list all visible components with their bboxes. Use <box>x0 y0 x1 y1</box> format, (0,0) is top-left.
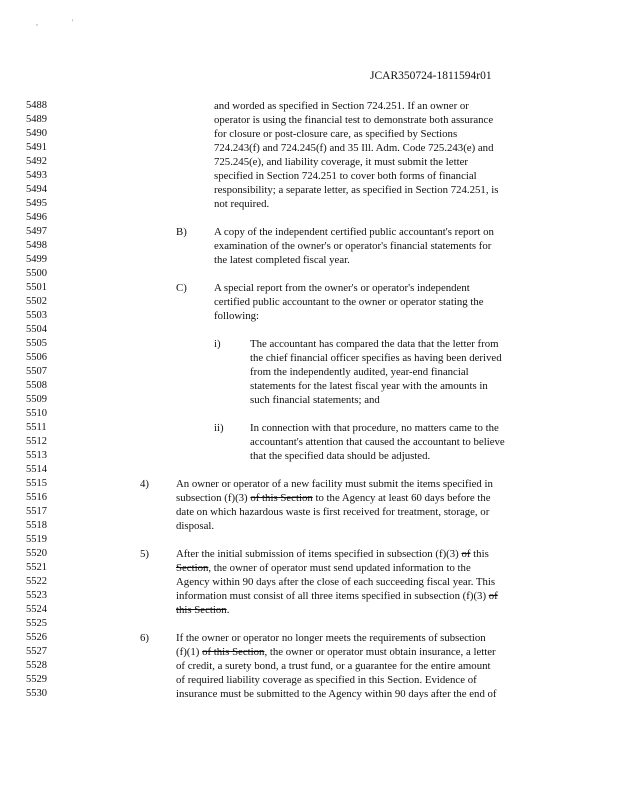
line-number: 5521 <box>26 562 47 573</box>
deleted-text: this Section <box>176 604 227 616</box>
text-line: An owner or operator of a new facility must submit the items specified in <box>176 478 493 490</box>
line-number: 5514 <box>26 464 47 475</box>
deleted-text: of <box>488 590 498 602</box>
line-number: 5503 <box>26 310 47 321</box>
line-number: 5498 <box>26 240 47 251</box>
text-line: not required. <box>214 198 270 210</box>
line-number: 5515 <box>26 478 47 489</box>
line-number: 5512 <box>26 436 47 447</box>
item-marker: 4) <box>140 478 149 490</box>
text-line: of required liability coverage as specified in this Section. Evidence of <box>176 674 477 686</box>
line-number: 5509 <box>26 394 47 405</box>
text-line: such financial statements; and <box>250 394 380 406</box>
line-number: 5528 <box>26 660 47 671</box>
line-number: 5494 <box>26 184 47 195</box>
line-number: 5489 <box>26 114 47 125</box>
line-number: 5501 <box>26 282 47 293</box>
text-line: from the independently audited, year-end financial <box>250 366 469 378</box>
line-number: 5493 <box>26 170 47 181</box>
line-number: 5502 <box>26 296 47 307</box>
text-line: for closure or post-closure care, as specified by Sections <box>214 128 458 140</box>
text-line: operator is using the financial test to demonstrate both assurance <box>214 114 494 126</box>
text-line: information must consist of all three items specified in subsection (f)(3) of <box>176 590 498 602</box>
line-number: 5516 <box>26 492 47 503</box>
text-line: the latest completed fiscal year. <box>214 254 350 266</box>
text-line: Section, the owner of operator must send updated information to the <box>176 562 471 574</box>
line-number: 5525 <box>26 618 47 629</box>
deleted-text: of this Section <box>202 646 265 658</box>
scan-artifact: , <box>36 18 38 27</box>
line-number: 5527 <box>26 646 47 657</box>
line-number: 5523 <box>26 590 47 601</box>
text-line: subsection (f)(3) of this Section to the Agency at least 60 days before the <box>176 492 491 504</box>
text-line: 724.243(f) and 724.245(f) and 35 Ill. Adm. Code 725.243(e) and <box>214 142 494 154</box>
text-line: accountant's attention that caused the accountant to believe <box>250 436 505 448</box>
line-number: 5513 <box>26 450 47 461</box>
item-marker: B) <box>176 226 187 238</box>
text-line: A copy of the independent certified public accountant's report on <box>214 226 494 238</box>
deleted-text: Section <box>176 562 209 574</box>
text-line: The accountant has compared the data that the letter from <box>250 338 499 350</box>
line-number: 5508 <box>26 380 47 391</box>
text-line: the chief financial officer specifies as having been derived <box>250 352 502 364</box>
line-number: 5526 <box>26 632 47 643</box>
item-marker: 6) <box>140 632 149 644</box>
text-line: A special report from the owner's or operator's independent <box>214 282 470 294</box>
text-line: specified in Section 724.251 to cover both forms of financial <box>214 170 477 182</box>
text-line: date on which hazardous waste is first received for treatment, storage, or <box>176 506 490 518</box>
line-number: 5492 <box>26 156 47 167</box>
text-line: insurance must be submitted to the Agency within 90 days after the end of <box>176 688 497 700</box>
scan-artifact: ' <box>72 18 74 27</box>
document-id: JCAR350724-1811594r01 <box>370 70 492 82</box>
line-number: 5500 <box>26 268 47 279</box>
text-line: If the owner or operator no longer meets the requirements of subsection <box>176 632 486 644</box>
line-number: 5490 <box>26 128 47 139</box>
line-number: 5491 <box>26 142 47 153</box>
text-line: following: <box>214 310 259 322</box>
text-line: disposal. <box>176 520 215 532</box>
text-line: this Section. <box>176 604 230 616</box>
line-number: 5504 <box>26 324 47 335</box>
line-number: 5517 <box>26 506 47 517</box>
deleted-text: of <box>461 548 471 560</box>
line-number: 5505 <box>26 338 47 349</box>
item-marker: 5) <box>140 548 149 560</box>
line-number: 5511 <box>26 422 47 433</box>
text-line: 725.245(e), and liability coverage, it must submit the letter <box>214 156 468 168</box>
text-line: statements for the latest fiscal year with the amounts in <box>250 380 488 392</box>
line-number: 5497 <box>26 226 47 237</box>
text-line: certified public accountant to the owner or operator stating the <box>214 296 484 308</box>
line-number: 5495 <box>26 198 47 209</box>
text-line: of credit, a surety bond, a trust fund, or a guarantee for the entire amount <box>176 660 491 672</box>
line-number: 5529 <box>26 674 47 685</box>
line-number: 5496 <box>26 212 47 223</box>
line-number: 5524 <box>26 604 47 615</box>
text-line: examination of the owner's or operator's financial statements for <box>214 240 492 252</box>
text-line: that the specified data should be adjusted. <box>250 450 431 462</box>
item-marker: ii) <box>214 422 224 434</box>
item-marker: C) <box>176 282 187 294</box>
text-line: and worded as specified in Section 724.251. If an owner or <box>214 100 469 112</box>
line-number: 5499 <box>26 254 47 265</box>
line-number: 5510 <box>26 408 47 419</box>
item-marker: i) <box>214 338 221 350</box>
text-line: (f)(1) of this Section, the owner or operator must obtain insurance, a letter <box>176 646 496 658</box>
deleted-text: of this Section <box>250 492 313 504</box>
text-line: After the initial submission of items specified in subsection (f)(3) of this <box>176 548 489 560</box>
text-line: Agency within 90 days after the close of each succeeding fiscal year. This <box>176 576 496 588</box>
line-number: 5522 <box>26 576 47 587</box>
line-number: 5507 <box>26 366 47 377</box>
line-number: 5518 <box>26 520 47 531</box>
line-number: 5530 <box>26 688 47 699</box>
text-line: responsibility; a separate letter, as specified in Section 724.251, is <box>214 184 499 196</box>
text-line: In connection with that procedure, no matters came to the <box>250 422 499 434</box>
line-number: 5520 <box>26 548 47 559</box>
line-number: 5519 <box>26 534 47 545</box>
line-number: 5506 <box>26 352 47 363</box>
line-number: 5488 <box>26 100 47 111</box>
